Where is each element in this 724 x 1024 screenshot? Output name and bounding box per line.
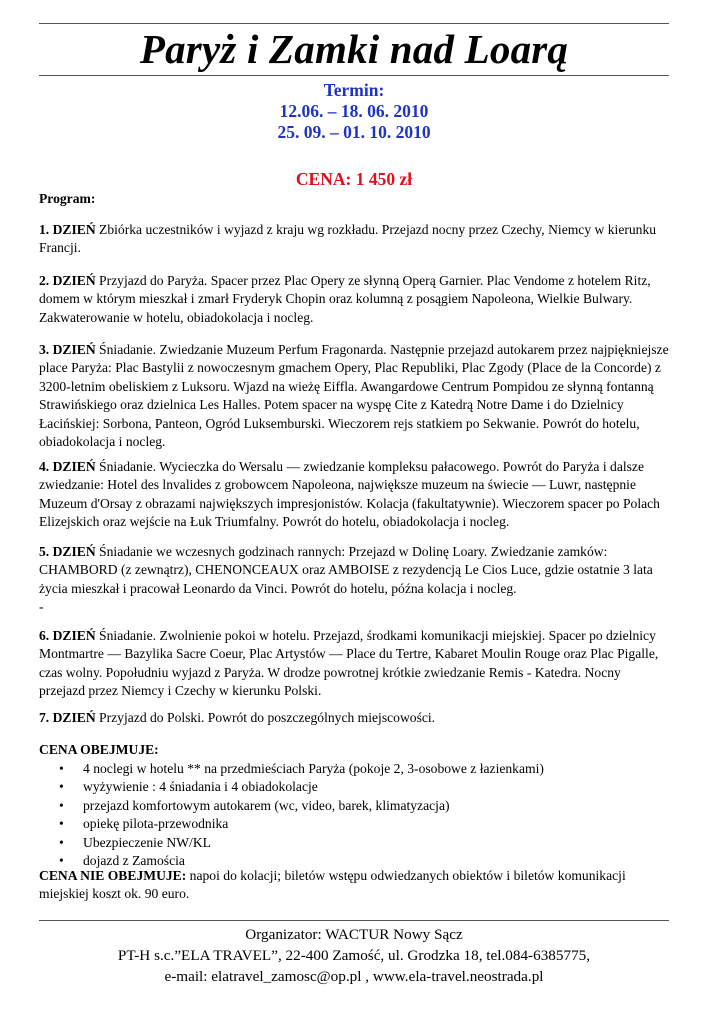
bullet-icon: • (59, 779, 64, 795)
bullet-icon: • (59, 834, 64, 850)
excludes-text: napoi do kolacji; biletów wstępu odwiedzanych obiektów i biletów komunikacji miejskiej koszt ok. 90 euro. (39, 868, 626, 902)
excludes-label: CENA NIE OBEJMUJE: (39, 868, 187, 883)
program-label: Program: (39, 191, 96, 206)
price: CENA: 1 450 zł (295, 169, 413, 189)
list-item-text: opiekę pilota-przewodnika (83, 816, 229, 832)
day-text: Przyjazd do Polski. Powrót do poszczególnych miejscowości. (95, 710, 436, 725)
day-label: 6. DZIEŃ (39, 628, 96, 643)
day-text: Śniadanie we wczesnych godzinach rannych: Przejazd w Dolinę Loary. Zwiedzanie zamków: CHAMBORD (z zewnątrz), CHENONCEAUX oraz AMBOISE z rezydencją Le Cios Luce, gdzie ostatnie 3 lata życia mieszkał i pracował Leonardo da Vinci. Powrót do hotelu, późna kolacja i nocleg. (39, 544, 653, 596)
term-date-1: 12.06. – 18. 06. 2010 (279, 101, 429, 121)
list-item (39, 815, 669, 833)
bullet-icon: • (59, 816, 64, 832)
day-7 (39, 709, 669, 727)
footer-rule (39, 920, 669, 921)
day-text: Zbiórka uczestników i wyjazd z kraju wg rozkładu. Przejazd nocny przez Czechy, Niemcy w kierunku Francji. (39, 222, 657, 256)
day-label: 5. DZIEŃ (39, 544, 96, 559)
day-label: 1. DZIEŃ (39, 222, 96, 237)
bullet-icon: • (59, 761, 64, 776)
list-item-text: przejazd komfortowym autokarem (wc, video, barek, klimatyzacja) (83, 797, 450, 813)
footer (39, 924, 669, 987)
day-6 (39, 627, 669, 701)
list-item-text: wyżywienie : 4 śniadania i 4 obiadokolacje (83, 779, 318, 795)
day-2 (39, 272, 669, 327)
list-item (39, 834, 669, 852)
day-5 (39, 543, 669, 617)
term-date-2: 25. 09. – 01. 10. 2010 (277, 122, 431, 142)
list-item-text: 4 noclegi w hotelu ** na przedmieściach Paryża (pokoje 2, 3-osobowe z łazienkami) (83, 761, 544, 776)
list-item (39, 797, 669, 815)
day-label: 2. DZIEŃ (39, 273, 96, 288)
day-label: 4. DZIEŃ (39, 459, 96, 474)
title-rule (39, 75, 669, 76)
bullet-icon: • (59, 852, 64, 868)
bullet-icon: • (59, 797, 64, 813)
excludes-block (39, 867, 669, 904)
includes-label: CENA OBEJMUJE: (39, 742, 159, 757)
list-item (39, 778, 669, 796)
footer-organizer: Organizator: WACTUR Nowy Sącz (245, 926, 463, 943)
footer-contact: e-mail: elatravel_zamosc@op.pl , www.ela-travel.neostrada.pl (164, 968, 544, 985)
day-label: 7. DZIEŃ (39, 710, 96, 725)
day-text: Śniadanie. Zwiedzanie Muzeum Perfum Fragonarda. Następnie przejazd autokarem przez najpiękniejsze place Paryża: Plac Bastylii z nowoczesnym gmachem Opery, Plac Republiki, Plac Zgody (Place de la Concorde) z 3200-letnim obeliskiem z Luksoru. Wjazd na wieżę Eiffla. Awangardowe Centrum Pompidou ze słynną fontanną Strawińskiego oraz dzielnica Les Halles. Potem spacer na wyspę Cite z Katedrą Notre Dame i do Dzielnicy Łacińskiej: Sorbona, Panteon, Ogród Luksemburski. Wieczorem rejs statkiem po Sekwanie. Powrót do hotelu, obiadokolacja i nocleg. (39, 342, 669, 450)
day-1 (39, 221, 669, 258)
term-label: Termin: (323, 80, 385, 100)
list-item-text: Ubezpieczenie NW/KL (83, 834, 211, 850)
day-label: 3. DZIEŃ (39, 342, 96, 357)
footer-address: PT-H s.c.”ELA TRAVEL”, 22-400 Zamość, ul. Grodzka 18, tel.084-6385775, (117, 947, 591, 964)
day-3 (39, 341, 669, 451)
list-item (39, 760, 669, 778)
day-text: Przyjazd do Paryża. Spacer przez Plac Opery ze słynną Operą Garnier. Plac Vendome z hotelem Ritz, domem w którym mieszkał i zmarł Fryderyk Chopin oraz kolumną z posągiem Napoleona, Wielkie Bulwary. Zakwaterowanie w hotelu, obiadokolacja i nocleg. (39, 273, 651, 325)
day-4 (39, 458, 669, 532)
term-block (39, 80, 669, 143)
day-text: Śniadanie. Zwolnienie pokoi w hotelu. Przejazd, środkami komunikacji miejskiej. Spacer po dzielnicy Montmartre — Bazylika Sacre Coeur, Plac Artystów — Place du Tertre, Kabaret Moulin Rouge oraz Plac Pigalle, czas wolny. Popołudniu wyjazd z Paryża. W drodze powrotnej krótkie zwiedzanie Remis - Katedra. Nocny przejazd przez Niemcy i Czechy w kierunku Polski. (39, 628, 659, 699)
day-text: Śniadanie. Wycieczka do Wersalu — zwiedzanie kompleksu pałacowego. Powrót do Paryża i dalsze zwiedzanie: Hotel des lnvalides z grobowcem Napoleona, największe muzeum na świecie — Luwr, następnie Muzeum d'Orsay z obrazami największych impresjonistów. Kolacja (fakultatywnie). Wieczorem spacer po Polach Elizejskich oraz wejście na Łuk Triumfalny. Powrót do hotelu, obiadokolacja i nocleg. (39, 459, 660, 530)
page-title: Paryż i Zamki nad Loarą (139, 26, 569, 72)
list-item-text: dojazd z Zamościa (83, 852, 185, 868)
day-5-dash: - (39, 599, 44, 615)
includes-list (39, 760, 669, 870)
